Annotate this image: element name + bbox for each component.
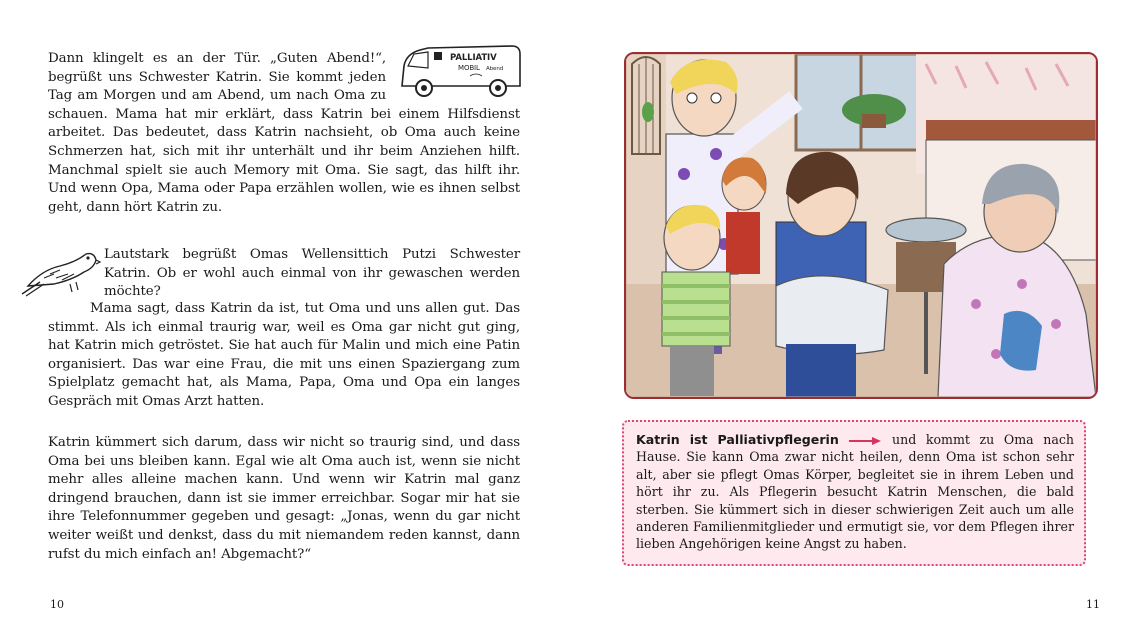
paragraph-1 [48, 50, 520, 217]
left-page [0, 0, 572, 640]
info-box-body: und kommt zu Oma nach Hause. Sie kann Oma zwar nicht heilen, denn Oma ist schon sehr alt, aber sie pflegt Omas Körper, begleitet sie in ihrem Leben und hört ihr zu. Als Pflegerin besucht Katrin Menschen, die bald sterben. Sie kümmert sich in dieser schwierigen Zeit auch um alle anderen Familienmitglieder und ermutigt sie, vor dem Pflegen ihrer lieben Angehörigen keine Angst zu haben. [636, 432, 1074, 552]
illustration-drawing [626, 54, 1096, 397]
palliativ-van-drawing [394, 38, 526, 104]
paragraph-4: Katrin kümmert sich darum, dass wir nicht so traurig sind, und dass Oma bei uns bleiben kann. Egal wie alt Oma auch ist, wenn sie nicht mehr alles alleine machen kann. Und wenn wir Katrin mal ganz dringend brauchen, dann ist sie immer erreichbar. Sogar mir hat sie ihre Telefonnummer gegeben und gesagt: „Jonas, wenn du gar nicht weiter weißt und denkst, dass du mit niemandem reden kannst, dann rufst du mich einfach an! Abgemacht?“ [48, 435, 520, 562]
paragraph-2: Lautstark begrüßt Omas Wellensittich Putzi Schwester Katrin. Ob er wohl auch einmal von ihr gewaschen werden möchte? [104, 247, 520, 300]
info-box-text [636, 431, 1074, 553]
van-sign-line3: Abend [486, 66, 504, 72]
page-number-right: 11 [1086, 598, 1100, 611]
paragraph-1-text: Dann klingelt es an der Tür. „Guten Abend!“, begrüßt uns Schwester Katrin. Sie kommt jeden Tag am Morgen und am Abend, um nach Oma zu schauen. Mama hat mir erklärt, dass Katrin bei einem Hilfsdienst arbeitet. Das bedeutet, dass Katrin nachsieht, ob Oma auch keine Schmerzen hat, sich mit ihr unterhält und ihr beim Anziehen hilft. Manchmal spielt sie auch Memory mit Oma. Sie sagt, das hilft ihr. Und wenn Opa, Mama oder Papa erzählen wollen, wie es ihnen selbst geht, dann hört Katrin zu. [48, 51, 520, 215]
arrow-right-icon [848, 436, 882, 446]
budgie-drawing [20, 240, 102, 298]
van-sign-line2: MOBIL [458, 64, 480, 72]
page-number-left: 10 [50, 598, 64, 611]
info-box [622, 420, 1086, 566]
paragraph-3: Mama sagt, dass Katrin da ist, tut Oma und uns allen gut. Das stimmt. Als ich einmal traurig war, weil es Oma gar nicht gut ging, hat Katrin mich getröstet. Sie hat auch für Malin und mich eine Patin organisiert. Das war eine Frau, die mit uns einen Spaziergang zum Spielplatz gemacht hat, als Mama, Papa, Oma und Opa ein langes Gespräch mit Omas Arzt hatten. [48, 301, 520, 409]
info-box-heading: Katrin ist Palliativpflegerin [636, 432, 839, 447]
illustration-family-with-nurse [624, 52, 1098, 399]
van-sign-line1: PALLIATIV [450, 53, 497, 63]
